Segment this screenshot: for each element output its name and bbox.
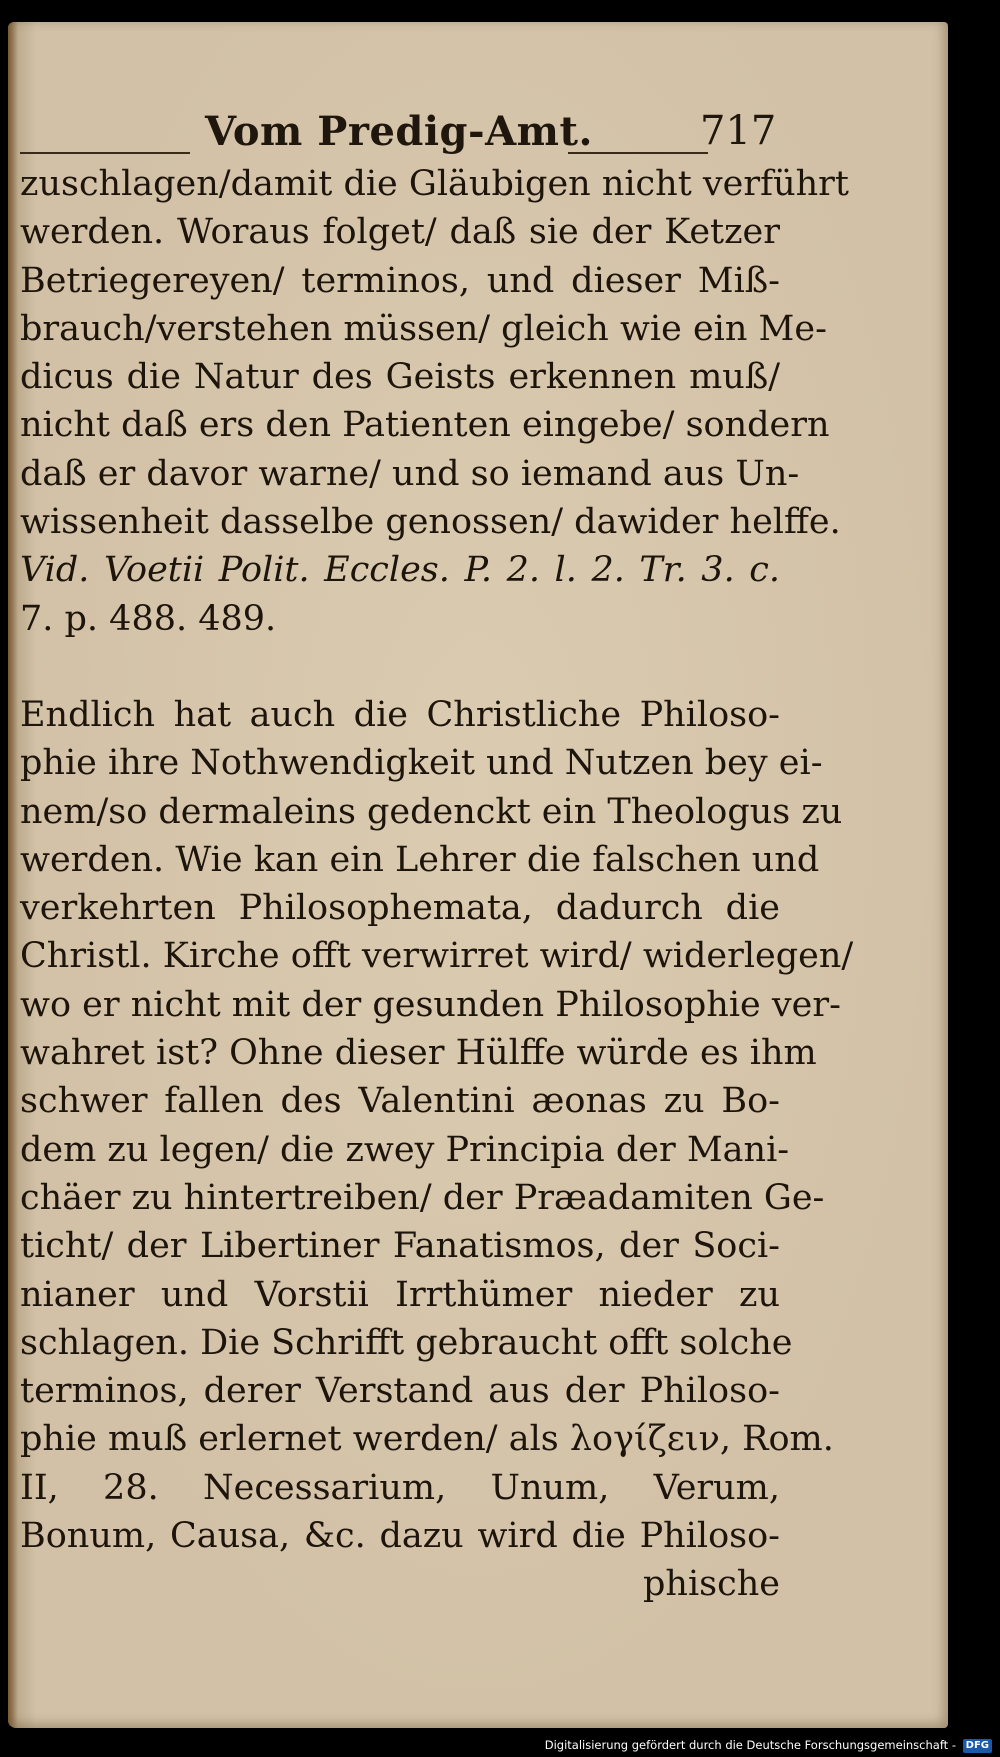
credit-text: Digitalisierung gefördert durch die Deutsche Forschungsgemeinschaft - (544, 1738, 956, 1752)
text-line: phie muß erlernet werden/ als λογίζειν, Rom. (20, 1419, 834, 1460)
running-title: Vom Predig-Amt. (205, 108, 593, 155)
text-line: dicus die Natur des Geists erkennen muß/ (20, 357, 780, 398)
text-line: ticht/ der Libertiner Fanatismos, der Soci- (20, 1226, 780, 1267)
text-line: wissenheit dasselbe genossen/ dawider helffe. (20, 502, 841, 543)
text-line: dem zu legen/ die zwey Principia der Mani- (20, 1129, 790, 1170)
dfg-logo: DFG (963, 1739, 992, 1753)
citation-line: 7. p. 488. 489. (20, 598, 277, 639)
text-line: Endlich hat auch die Christliche Philoso- (20, 694, 780, 735)
header-rule-left (20, 152, 190, 154)
header-rule-right (568, 152, 708, 154)
text-line: brauch/verstehen müssen/ gleich wie ein Me- (20, 308, 827, 349)
page-number: 717 (700, 108, 777, 154)
text-line: Betriegereyen/ terminos, und dieser Miß- (20, 260, 780, 301)
text-line: werden. Woraus folget/ daß sie der Ketzer (20, 212, 780, 253)
text-line: phie ihre Nothwendigkeit und Nutzen bey ei- (20, 743, 823, 784)
text-line: Christl. Kirche offt verwirret wird/ widerlegen/ (20, 936, 854, 977)
text-line: chäer zu hintertreiben/ der Præadamiten Ge- (20, 1177, 825, 1218)
digitization-credit (545, 1737, 992, 1753)
text-line: schlagen. Die Schrifft gebraucht offt solche (20, 1322, 793, 1363)
text-line: Bonum, Causa, &c. dazu wird die Philoso- (20, 1516, 780, 1557)
catchword: phische (643, 1564, 780, 1605)
text-line: wahret ist? Ohne dieser Hülffe würde es ihm (20, 1033, 817, 1074)
text-line: wo er nicht mit der gesunden Philosophie ver- (20, 984, 841, 1025)
body-text (20, 160, 854, 1609)
text-line: nicht daß ers den Patienten eingebe/ sondern (20, 405, 830, 446)
text-line: nianer und Vorstii Irrthümer nieder zu (20, 1274, 780, 1315)
text-line: terminos, derer Verstand aus der Philoso- (20, 1371, 780, 1412)
page-edge-shadow (8, 22, 18, 1728)
citation-line: Vid. Voetii Polit. Eccles. P. 2. l. 2. Tr. 3. c. (20, 550, 780, 591)
text-line: verkehrten Philosophemata, dadurch die (20, 888, 780, 929)
running-head (20, 108, 780, 168)
text-line: schwer fallen des Valentini æonas zu Bo- (20, 1081, 780, 1122)
text-line: zuschlagen/damit die Gläubigen nicht verführt (20, 164, 849, 204)
text-line: II, 28. Necessarium, Unum, Verum, (20, 1467, 780, 1508)
text-line: nem/so dermaleins gedenckt ein Theologus zu (20, 791, 843, 832)
text-line: daß er davor warne/ und so iemand aus Un- (20, 453, 800, 494)
text-line: werden. Wie kan ein Lehrer die falschen und (20, 839, 820, 880)
paragraph-gap (20, 643, 780, 691)
